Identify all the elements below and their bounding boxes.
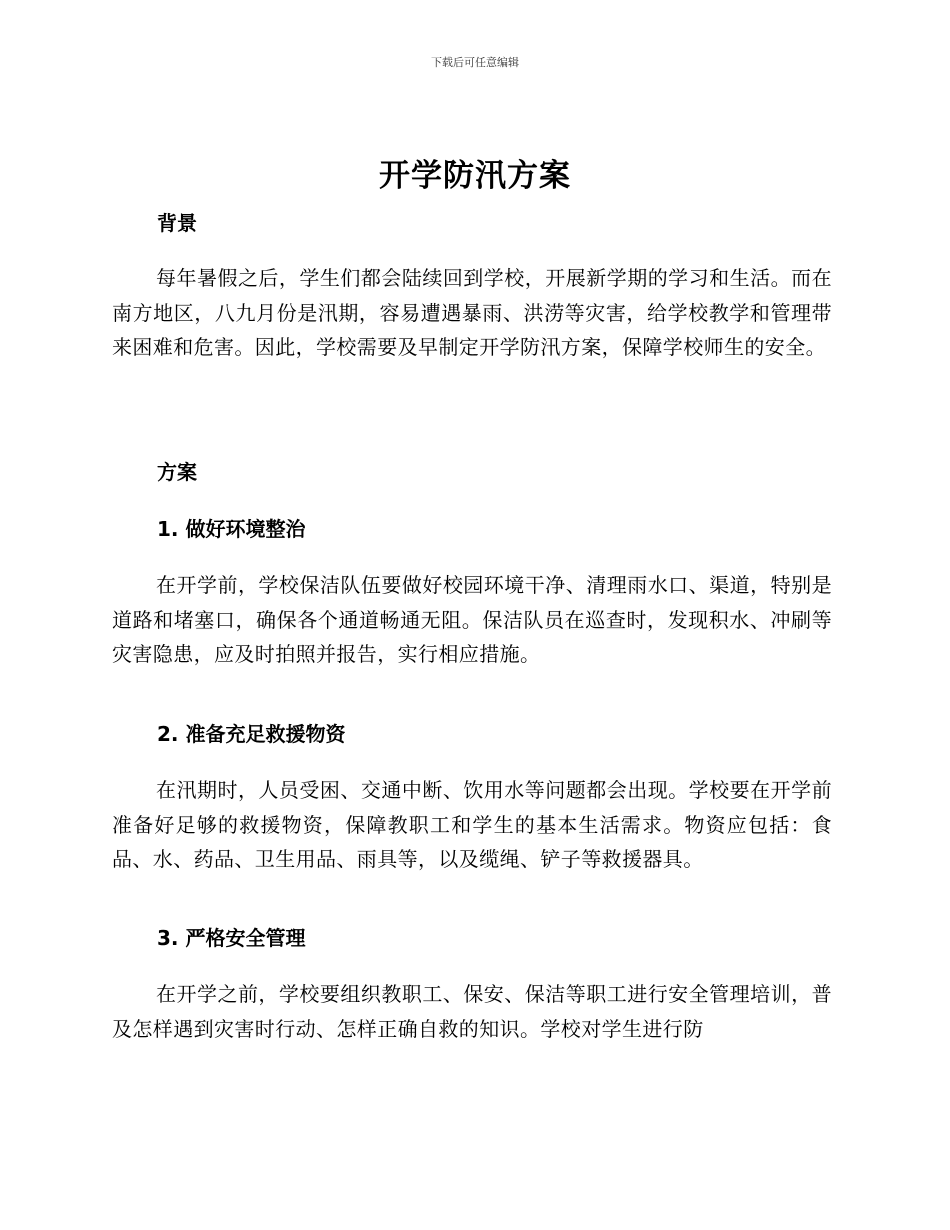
section-paragraph-background: 每年暑假之后，学生们都会陆续回到学校，开展新学期的学习和生活。而在南方地区，八九月份是汛期，容易遭遇暴雨、洪涝等灾害，给学校教学和管理带来困难和危害。因此，学校需要及早制定开学防汛方案，保障学校师生的安全。 [112, 266, 832, 360]
section-paragraph-supplies: 在汛期时，人员受困、交通中断、饮用水等问题都会出现。学校要在开学前准备好足够的救援物资，保障教职工和学生的基本生活需求。物资应包括：食品、水、药品、卫生用品、雨具等，以及缆绳、铲子等救援器具。 [112, 778, 832, 872]
section-heading-safety: 3. 严格安全管理 [157, 926, 306, 950]
section-heading-supplies: 2. 准备充足救援物资 [157, 722, 346, 746]
section-heading-plan: 方案 [157, 460, 197, 484]
section-paragraph-environment: 在开学前，学校保洁队伍要做好校园环境干净、清理雨水口、渠道，特别是道路和堵塞口，确保各个通道畅通无阻。保洁队员在巡查时，发现积水、冲刷等灾害隐患，应及时拍照并报告，实行相应措施。 [112, 573, 832, 667]
section-heading-background: 背景 [157, 211, 197, 235]
document-title: 开学防汛方案 [379, 158, 571, 194]
section-paragraph-safety: 在开学之前，学校要组织教职工、保安、保洁等职工进行安全管理培训，普及怎样遇到灾害时行动、怎样正确自救的知识。学校对学生进行防 [112, 982, 832, 1041]
section-heading-environment: 1. 做好环境整治 [157, 517, 306, 541]
header-note: 下载后可任意编辑 [431, 56, 519, 69]
